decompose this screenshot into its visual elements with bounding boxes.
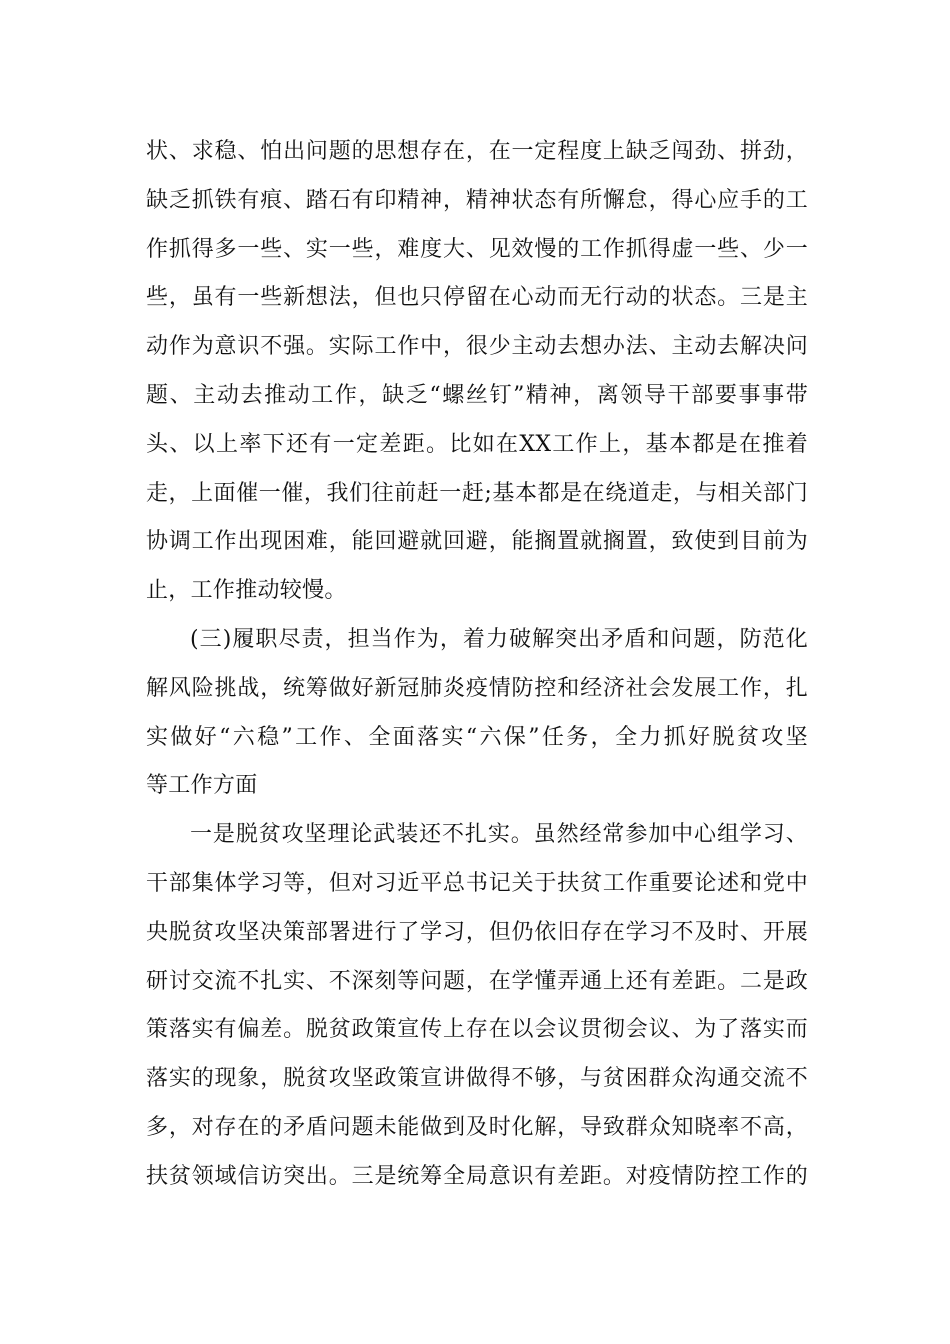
text-line: 止，工作推动较慢。	[146, 578, 347, 604]
text-line: 实做好“六稳”工作、全面落实“六保”任务，全力抓好脱贫攻坚	[146, 724, 808, 750]
text-line: 走，上面催一催，我们往前赶一赶;基本都是在绕道走，与相关部门	[146, 480, 808, 506]
text-line: 作抓得多一些、实一些，难度大、见效慢的工作抓得虚一些、少一	[146, 236, 808, 262]
text-line: 等工作方面	[146, 773, 258, 799]
text-line: 研讨交流不扎实、不深刻等问题，在学懂弄通上还有差距。二是政	[146, 968, 808, 994]
text-line: 央脱贫攻坚决策部署进行了学习，但仍依旧存在学习不及时、开展	[146, 919, 808, 945]
text-line: 缺乏抓铁有痕、踏石有印精神，精神状态有所懈怠，得心应手的工	[146, 187, 808, 213]
text-line: 一是脱贫攻坚理论武装还不扎实。虽然经常参加中心组学习、	[190, 822, 808, 848]
paragraph-1	[146, 128, 808, 616]
paragraph-2-section-heading	[146, 616, 808, 811]
text-line: 干部集体学习等，但对习近平总书记关于扶贫工作重要论述和党中	[146, 870, 808, 896]
text-line: 头、以上率下还有一定差距。比如在XX工作上，基本都是在推着	[146, 431, 808, 457]
text-line: 协调工作出现困难，能回避就回避，能搁置就搁置，致使到目前为	[146, 529, 808, 555]
document-body	[146, 128, 808, 1202]
text-line: 些，虽有一些新想法，但也只停留在心动而无行动的状态。三是主	[146, 285, 808, 311]
text-line: 多，对存在的矛盾问题未能做到及时化解，导致群众知晓率不高，	[146, 1114, 808, 1140]
text-line: (三)履职尽责，担当作为，着力破解突出矛盾和问题，防范化	[190, 626, 808, 652]
text-line: 状、求稳、怕出问题的思想存在，在一定程度上缺乏闯劲、拼劲，	[146, 139, 808, 164]
text-line: 策落实有偏差。脱贫政策宣传上存在以会议贯彻会议、为了落实而	[146, 1017, 808, 1043]
text-line: 扶贫领域信访突出。三是统筹全局意识有差距。对疫情防控工作的	[146, 1163, 808, 1189]
paragraph-3	[146, 811, 808, 1201]
text-line: 动作为意识不强。实际工作中，很少主动去想办法、主动去解决问	[146, 334, 808, 360]
text-line: 解风险挑战，统筹做好新冠肺炎疫情防控和经济社会发展工作，扎	[146, 675, 808, 701]
text-line: 落实的现象，脱贫攻坚政策宣讲做得不够，与贫困群众沟通交流不	[146, 1066, 808, 1092]
text-line: 题、主动去推动工作，缺乏“螺丝钉”精神，离领导干部要事事带	[146, 382, 808, 408]
